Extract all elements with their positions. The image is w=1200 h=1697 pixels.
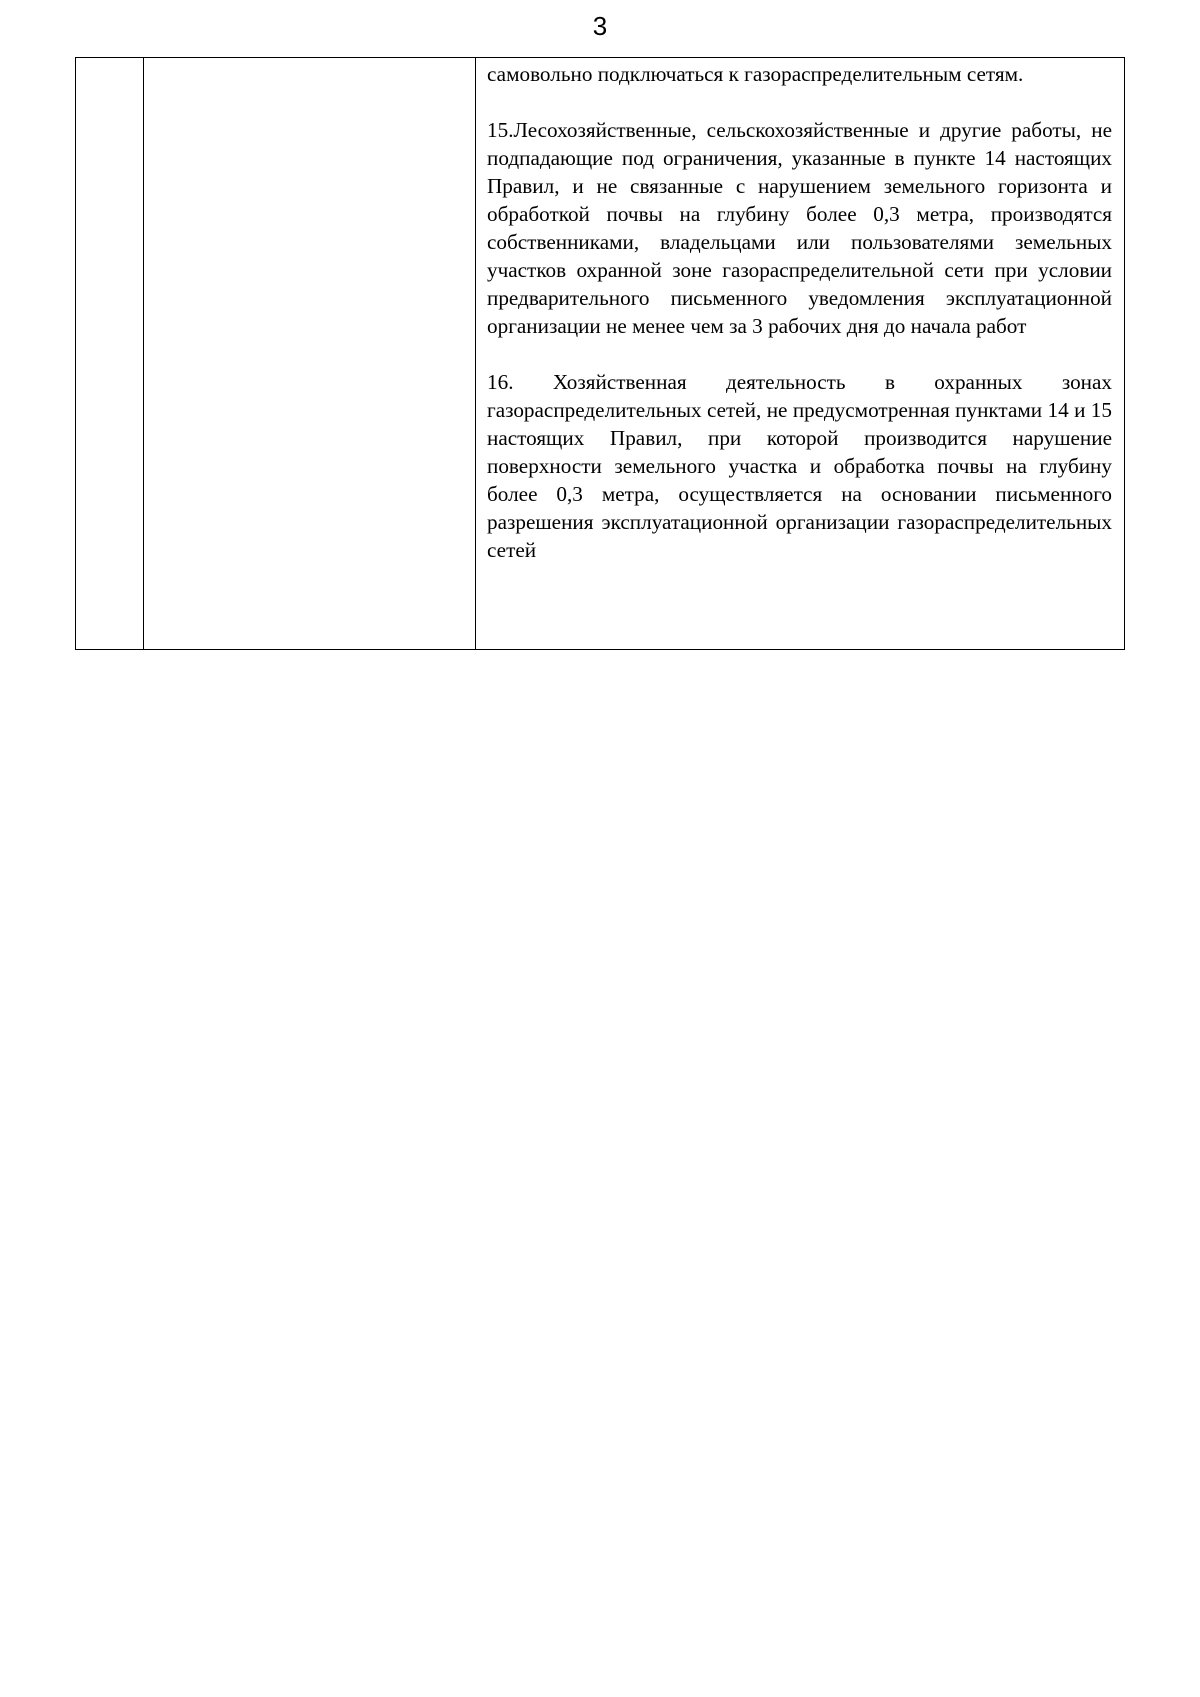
page-number: 3: [592, 11, 608, 41]
paragraph-continuation: самовольно подключаться к газораспределительным сетям.: [487, 62, 1024, 86]
paragraph-16: 16. Хозяйственная деятельность в охранных зонах газораспределительных сетей, не предусмотренная пунктами 14 и 15 настоящих Правил, при которой производится нарушение поверхности земельного участка и обработка почвы на глубину более 0,3 метра, осуществляется на основании письменного разрешения эксплуатационной организации газораспределительных сетей: [487, 370, 1112, 562]
table-cell-number: [76, 58, 144, 649]
table-cell-title: [144, 58, 476, 649]
table-cell-text: [476, 58, 1124, 649]
paragraph-15: 15.Лесохозяйственные, сельскохозяйственные и другие работы, не подпадающие под ограничения, указанные в пункте 14 настоящих Правил, и не связанные с нарушением земельного горизонта и обработкой почвы на глубину более 0,3 метра, производятся собственниками, владельцами или пользователями земельных участков охранной зоне газораспределительной сети при условии предварительного письменного уведомления эксплуатационной организации не менее чем за 3 рабочих дня до начала работ: [487, 118, 1112, 338]
rules-table: [75, 57, 1125, 650]
